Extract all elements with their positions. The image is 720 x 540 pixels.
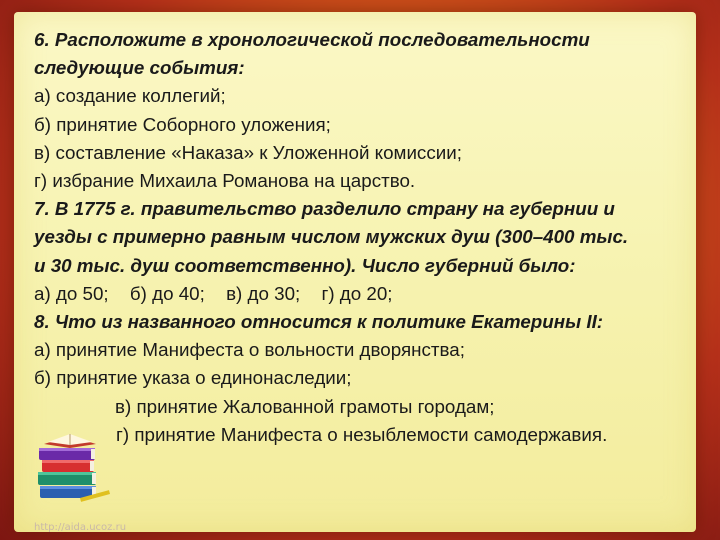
stack-of-books-icon [34, 398, 114, 508]
question-8-option-c: в) принятие Жалованной грамоты городам; [115, 395, 495, 417]
question-7-title-line-2: уезды с примерно равным числом мужских душ (300–400 тыс. [34, 226, 629, 248]
question-6-title-line-1: 6. Расположите в хронологической последовательности [34, 29, 590, 50]
question-6-option-d: г) избрание Михаила Романова на царство. [34, 170, 416, 192]
footer-url: http://aida.ucoz.ru [34, 522, 127, 533]
question-8-title: 8. Что из названного относится к политике Екатерины II: [34, 311, 604, 333]
question-6-title-line-2: следующие события: [34, 57, 245, 79]
question-8-option-b: б) принятие указа о единонаследии; [34, 367, 352, 389]
question-6-option-c: в) составление «Наказа» к Уложенной комиссии; [34, 141, 462, 163]
question-7-title-line-3: и 30 тыс. душ соответственно). Число губерний было: [34, 254, 576, 276]
question-7-title-line-1: 7. В 1775 г. правительство разделило страну на губернии и [34, 198, 615, 220]
question-7-option-c: в) до 30; [226, 282, 301, 304]
question-8-option-d: г) принятие Манифеста о незыблемости самодержавия. [116, 423, 608, 445]
question-7-option-d: г) до 20; [321, 282, 393, 304]
slide-text [34, 26, 698, 449]
question-7-option-a: а) до 50; [34, 282, 109, 304]
question-7-options [34, 280, 698, 308]
question-6-option-a: а) создание коллегий; [34, 85, 226, 107]
question-8-option-a: а) принятие Манифеста о вольности дворянства; [34, 339, 465, 361]
question-6-option-b: б) принятие Соборного уложения; [34, 113, 331, 135]
question-7-option-b: б) до 40; [129, 282, 205, 304]
